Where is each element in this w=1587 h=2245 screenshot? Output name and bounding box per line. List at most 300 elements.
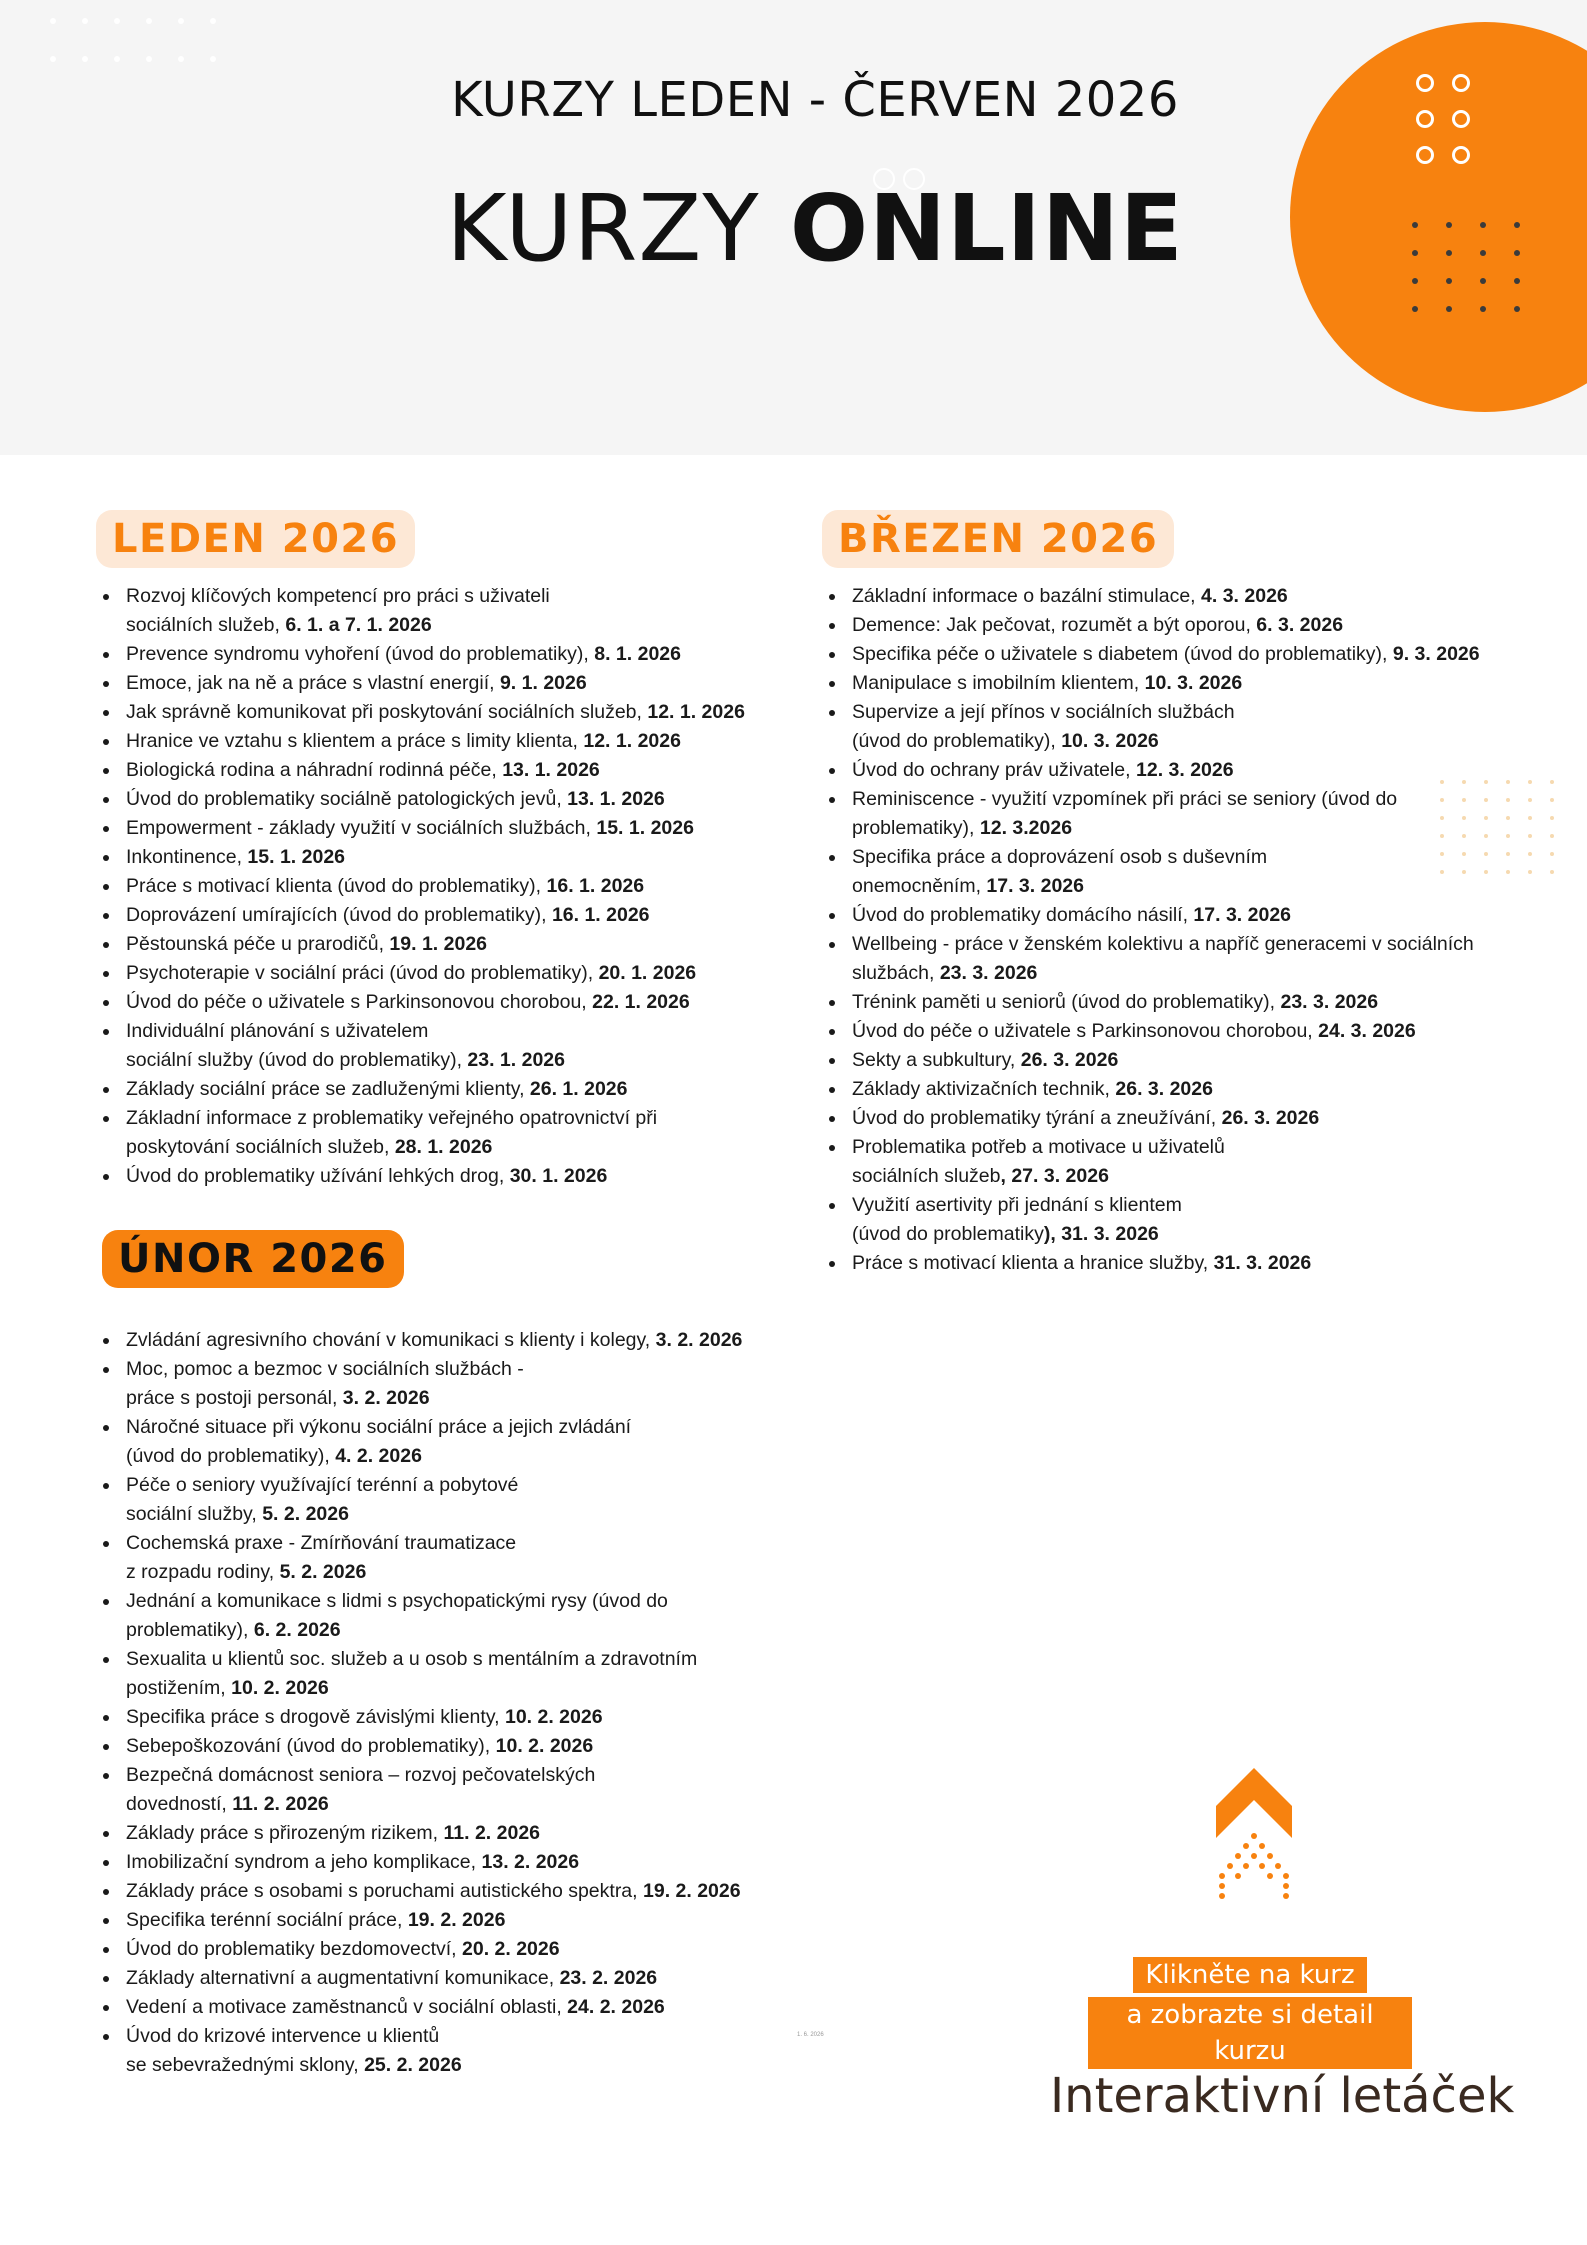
- course-title-line: [126, 1587, 802, 1616]
- month-heading-leden: LEDEN 2026: [96, 510, 415, 568]
- course-date: 6. 2. 2026: [253, 1619, 341, 1641]
- course-title-text: Specifika terénní sociální práce,: [126, 1909, 408, 1931]
- dot: [146, 56, 152, 62]
- dot: [1412, 222, 1418, 228]
- course-date: 30. 1. 2026: [509, 1165, 608, 1187]
- course-item[interactable]: [96, 1104, 796, 1162]
- course-title-text: poskytování sociálních služeb,: [126, 1136, 395, 1158]
- course-title-text: Psychoterapie v sociální práci (úvod do problematiky),: [126, 962, 599, 984]
- course-item[interactable]: [96, 1819, 802, 1848]
- course-title-line: [126, 1964, 802, 1993]
- course-item[interactable]: [96, 1529, 802, 1587]
- course-date: 6. 1. a 7. 1. 2026: [285, 614, 432, 636]
- course-date: 20. 2. 2026: [462, 1938, 560, 1960]
- course-date: 23. 3. 2026: [1280, 991, 1379, 1013]
- course-date: 12. 3.2026: [979, 817, 1073, 839]
- course-title-text: (úvod do problematiky: [852, 1223, 1044, 1245]
- dot: [1484, 798, 1488, 802]
- dot: [1462, 780, 1466, 784]
- dot: [50, 18, 56, 24]
- course-title-line: [126, 1326, 802, 1355]
- course-title-text: Wellbeing - práce v ženském kolektivu a napříč generacemi v sociálních: [852, 933, 1474, 955]
- course-item[interactable]: [822, 901, 1542, 930]
- logo-arrow-icon: [1216, 1768, 1292, 1908]
- course-title-text: Úvod do problematiky týrání a zneužívání,: [852, 1107, 1222, 1129]
- course-title-line: [852, 1162, 1542, 1191]
- course-title-text: Individuální plánování s uživatelem: [126, 1020, 429, 1042]
- course-date: 19. 2. 2026: [407, 1909, 506, 1931]
- course-title-text: Moc, pomoc a bezmoc v sociálních službách -: [126, 1358, 524, 1380]
- dot: [1462, 816, 1466, 820]
- ring-icon: [1416, 146, 1434, 164]
- dot: [114, 56, 120, 62]
- course-item[interactable]: [96, 814, 796, 843]
- course-title-text: Základní informace o bazální stimulace,: [852, 585, 1202, 607]
- course-item[interactable]: [822, 843, 1542, 901]
- course-title-text: (úvod do problematiky),: [126, 1445, 336, 1467]
- month-heading-unor: ÚNOR 2026: [102, 1230, 404, 1288]
- course-title-text: Úvod do péče o uživatele s Parkinsonovou chorobou,: [126, 991, 593, 1013]
- dot: [1462, 852, 1466, 856]
- course-date: 12. 1. 2026: [583, 730, 681, 752]
- course-item[interactable]: [96, 1471, 802, 1529]
- course-title-text: Biologická rodina a náhradní rodinná péče,: [126, 759, 503, 781]
- course-list-unor: [96, 1326, 802, 2080]
- ring-icon: [1452, 110, 1470, 128]
- dot: [1446, 222, 1452, 228]
- dot-pattern-icon: [1440, 780, 1580, 880]
- course-title-text: Úvod do problematiky domácího násilí,: [852, 904, 1194, 926]
- course-date: 5. 2. 2026: [279, 1561, 367, 1583]
- course-title-text: problematiky),: [126, 1619, 254, 1641]
- course-date: 9. 3. 2026: [1392, 643, 1480, 665]
- course-date: 8. 1. 2026: [594, 643, 681, 665]
- dot: [82, 18, 88, 24]
- course-date: ), 31. 3. 2026: [1043, 1223, 1159, 1245]
- course-title-text: Úvod do problematiky sociálně patologických jevů,: [126, 788, 568, 810]
- course-title-line: [126, 611, 796, 640]
- course-title-text: Emoce, jak na ně a práce s vlastní energií,: [126, 672, 500, 694]
- course-title-line: [852, 727, 1542, 756]
- dot: [1506, 834, 1510, 838]
- course-date: 11. 2. 2026: [443, 1822, 541, 1844]
- course-title-text: Doprovázení umírajících (úvod do problematiky),: [126, 904, 552, 926]
- page-subtitle: KURZY LEDEN - ČERVEN 2026: [451, 72, 1179, 128]
- course-date: 12. 3. 2026: [1136, 759, 1234, 781]
- course-title-line: [126, 1645, 802, 1674]
- course-item[interactable]: [96, 727, 796, 756]
- course-title-text: Reminiscence - využití vzpomínek při práci se seniory (úvod do: [852, 788, 1398, 810]
- dot-pattern-icon: [50, 18, 230, 68]
- course-title-text: Základní informace z problematiky veřejného opatrovnictví při: [126, 1107, 658, 1129]
- course-item[interactable]: [96, 843, 796, 872]
- dot: [1528, 834, 1532, 838]
- course-item[interactable]: [96, 1993, 802, 2022]
- course-item[interactable]: [822, 669, 1542, 698]
- course-item[interactable]: [96, 1645, 802, 1703]
- dot: [1506, 870, 1510, 874]
- dot: [1506, 816, 1510, 820]
- course-item[interactable]: [96, 1761, 802, 1819]
- course-title-line: [126, 930, 796, 959]
- course-item[interactable]: [96, 698, 796, 727]
- course-title-line: [126, 1500, 802, 1529]
- course-date: 15. 1. 2026: [596, 817, 694, 839]
- course-title-text: Sexualita u klientů soc. služeb a u osob s mentálním a zdravotním: [126, 1648, 698, 1670]
- dot: [1506, 780, 1510, 784]
- course-item[interactable]: [96, 959, 796, 988]
- course-item[interactable]: [822, 611, 1542, 640]
- course-list-leden: [96, 582, 796, 1191]
- course-title-line: [852, 1249, 1542, 1278]
- course-title-line: [852, 1017, 1542, 1046]
- course-title-text: Základy práce s přirozeným rizikem,: [126, 1822, 444, 1844]
- course-title-text: Vedení a motivace zaměstnanců v sociální oblasti,: [126, 1996, 568, 2018]
- course-title-text: (úvod do problematiky),: [852, 730, 1062, 752]
- course-date: 26. 3. 2026: [1115, 1078, 1213, 1100]
- column-unor: [102, 1230, 802, 2080]
- course-title-text: Trénink paměti u seniorů (úvod do problematiky),: [852, 991, 1281, 1013]
- course-title-line: [852, 582, 1542, 611]
- dot: [1506, 852, 1510, 856]
- course-item[interactable]: [96, 988, 796, 1017]
- course-title-line: [852, 785, 1542, 814]
- course-title-text: se sebevražednými sklony,: [126, 2054, 365, 2076]
- course-date: 10. 3. 2026: [1061, 730, 1159, 752]
- dot: [1446, 306, 1452, 312]
- dot: [178, 18, 184, 24]
- course-date: 26. 3. 2026: [1020, 1049, 1119, 1071]
- course-title-line: [852, 988, 1542, 1017]
- course-title-line: [126, 1046, 796, 1075]
- course-item[interactable]: [96, 1935, 802, 1964]
- course-title-line: [126, 698, 796, 727]
- course-title-text: Specifika práce a doprovázení osob s duševním: [852, 846, 1268, 868]
- course-title-line: [852, 1133, 1542, 1162]
- dot: [1550, 816, 1554, 820]
- course-title-line: [852, 698, 1542, 727]
- course-date: 10. 2. 2026: [231, 1677, 329, 1699]
- course-title-text: Základy aktivizačních technik,: [852, 1078, 1116, 1100]
- course-title-text: Cochemská praxe - Zmírňování traumatizace: [126, 1532, 517, 1554]
- course-item[interactable]: [96, 1732, 802, 1761]
- dot: [82, 56, 88, 62]
- course-date: 3. 2. 2026: [655, 1329, 743, 1351]
- course-date: 10. 2. 2026: [495, 1735, 594, 1757]
- course-date: 16. 1. 2026: [551, 904, 650, 926]
- dot: [1528, 870, 1532, 874]
- course-date: 9. 1. 2026: [499, 672, 587, 694]
- dot: [146, 18, 152, 24]
- course-title-text: Jednání a komunikace s lidmi s psychopatickými rysy (úvod do: [126, 1590, 668, 1612]
- course-list-brezen: [822, 582, 1542, 1278]
- course-title-line: [852, 1046, 1542, 1075]
- dot: [1528, 816, 1532, 820]
- course-title-text: Práce s motivací klienta (úvod do problematiky),: [126, 875, 547, 897]
- dot: [1528, 780, 1532, 784]
- dot: [1484, 834, 1488, 838]
- course-date: 26. 1. 2026: [529, 1078, 628, 1100]
- course-item[interactable]: [96, 872, 796, 901]
- course-item[interactable]: [96, 1848, 802, 1877]
- course-item[interactable]: [96, 1413, 802, 1471]
- course-title-line: [126, 1104, 796, 1133]
- dot: [1412, 306, 1418, 312]
- month-heading-brezen: BŘEZEN 2026: [822, 510, 1174, 568]
- course-title-text: sociálních služeb: [852, 1165, 1001, 1187]
- title-light: KURZY: [446, 175, 790, 282]
- course-title-text: onemocněním,: [852, 875, 987, 897]
- course-item[interactable]: [822, 1046, 1542, 1075]
- column-leden: [96, 510, 796, 1191]
- course-item[interactable]: [96, 785, 796, 814]
- course-title-text: Manipulace s imobilním klientem,: [852, 672, 1145, 694]
- course-item[interactable]: [96, 669, 796, 698]
- course-title-line: [126, 1761, 802, 1790]
- course-title-text: sociální služby (úvod do problematiky),: [126, 1049, 468, 1071]
- course-title-line: [126, 1848, 802, 1877]
- column-brezen: [822, 510, 1542, 1278]
- course-item[interactable]: [822, 1191, 1542, 1249]
- course-date: 15. 1. 2026: [247, 846, 346, 868]
- dot: [1514, 250, 1520, 256]
- course-title-text: Sebepoškozování (úvod do problematiky),: [126, 1735, 496, 1757]
- dot: [1440, 816, 1444, 820]
- dot: [1514, 278, 1520, 284]
- course-date: 23. 2. 2026: [559, 1967, 658, 1989]
- course-title-text: službách,: [852, 962, 940, 984]
- ring-icon: [1416, 74, 1434, 92]
- ring-icon: [1416, 110, 1434, 128]
- course-date: 12. 1. 2026: [647, 701, 745, 723]
- course-title-line: [852, 872, 1542, 901]
- course-item[interactable]: [822, 1104, 1542, 1133]
- course-title-line: [852, 843, 1542, 872]
- course-title-text: problematiky),: [852, 817, 980, 839]
- course-title-line: [852, 611, 1542, 640]
- course-date: 20. 1. 2026: [598, 962, 697, 984]
- course-item[interactable]: [96, 1326, 802, 1355]
- course-title-text: z rozpadu rodiny,: [126, 1561, 280, 1583]
- dot: [1550, 780, 1554, 784]
- course-item[interactable]: [822, 582, 1542, 611]
- course-item[interactable]: [96, 1906, 802, 1935]
- course-title-text: Zvládání agresivního chování v komunikaci s klienty i kolegy,: [126, 1329, 656, 1351]
- course-item[interactable]: [96, 582, 796, 640]
- course-title-text: Základy alternativní a augmentativní komunikace,: [126, 1967, 560, 1989]
- course-item[interactable]: [822, 698, 1542, 756]
- course-title-line: [126, 2051, 802, 2080]
- dot: [1484, 780, 1488, 784]
- course-date: 22. 1. 2026: [592, 991, 690, 1013]
- dot: [1412, 250, 1418, 256]
- dot: [1440, 852, 1444, 856]
- course-item[interactable]: [96, 1162, 796, 1191]
- course-title-text: Sekty a subkultury,: [852, 1049, 1021, 1071]
- ring-icon: [1452, 146, 1470, 164]
- dot: [1528, 852, 1532, 856]
- course-title-text: sociální služby,: [126, 1503, 263, 1525]
- dot: [1440, 780, 1444, 784]
- dot: [210, 18, 216, 24]
- course-date: 4. 2. 2026: [335, 1445, 422, 1467]
- course-title-line: [852, 901, 1542, 930]
- course-title-line: [852, 669, 1542, 698]
- course-date: 19. 1. 2026: [389, 933, 488, 955]
- course-item[interactable]: [822, 1133, 1542, 1191]
- header-banner: [0, 0, 1587, 455]
- course-item[interactable]: [96, 1703, 802, 1732]
- course-title-line: [126, 1442, 802, 1471]
- course-date: 10. 2. 2026: [504, 1706, 603, 1728]
- course-title-line: [126, 1790, 802, 1819]
- course-date: 3. 2. 2026: [342, 1387, 430, 1409]
- course-title-text: Prevence syndromu vyhoření (úvod do problematiky),: [126, 643, 595, 665]
- course-item[interactable]: [822, 756, 1542, 785]
- course-title-line: [126, 1906, 802, 1935]
- course-title-text: Pěstounská péče u prarodičů,: [126, 933, 390, 955]
- dot: [114, 18, 120, 24]
- course-title-text: Hranice ve vztahu s klientem a práce s limity klienta,: [126, 730, 584, 752]
- course-title-text: Úvod do problematiky užívání lehkých drog,: [126, 1165, 510, 1187]
- course-title-line: [126, 959, 796, 988]
- course-title-text: sociálních služeb,: [126, 614, 286, 636]
- course-date: 28. 1. 2026: [394, 1136, 493, 1158]
- course-date: 19. 2. 2026: [643, 1880, 741, 1902]
- course-title-text: Rozvoj klíčových kompetencí pro práci s uživateli: [126, 585, 550, 607]
- course-title-line: [126, 1935, 802, 1964]
- course-title-line: [126, 1133, 796, 1162]
- course-item[interactable]: [96, 1877, 802, 1906]
- course-title-line: [126, 843, 796, 872]
- course-title-line: [126, 1732, 802, 1761]
- course-title-text: Supervize a její přínos v sociálních službách: [852, 701, 1235, 723]
- course-title-line: [126, 1993, 802, 2022]
- course-title-line: [126, 1471, 802, 1500]
- course-item[interactable]: [96, 1587, 802, 1645]
- dot: [1550, 834, 1554, 838]
- dot: [1462, 834, 1466, 838]
- dot: [50, 56, 56, 62]
- course-title-line: [852, 1104, 1542, 1133]
- course-title-text: Základy sociální práce se zadluženými klienty,: [126, 1078, 530, 1100]
- course-title-text: Základy práce s osobami s poruchami autistického spektra,: [126, 1880, 643, 1902]
- course-item[interactable]: [96, 756, 796, 785]
- dot: [210, 56, 216, 62]
- course-date: 6. 3. 2026: [1256, 614, 1344, 636]
- course-title-line: [852, 1075, 1542, 1104]
- dot: [1484, 870, 1488, 874]
- course-title-line: [126, 1384, 802, 1413]
- course-date: 13. 2. 2026: [481, 1851, 580, 1873]
- cta-line-2: a zobrazte si detail kurzu: [1088, 1997, 1412, 2069]
- course-title-line: [852, 756, 1542, 785]
- course-item[interactable]: [96, 930, 796, 959]
- dot: [1484, 816, 1488, 820]
- course-item[interactable]: [822, 785, 1542, 843]
- interactive-label: Interaktivní letáček: [1050, 2068, 1515, 2124]
- dot: [1440, 798, 1444, 802]
- course-date: 24. 2. 2026: [567, 1996, 665, 2018]
- course-date: 23. 3. 2026: [939, 962, 1038, 984]
- dot: [1440, 870, 1444, 874]
- dot: [1550, 852, 1554, 856]
- dot: [1446, 250, 1452, 256]
- course-title-text: Využití asertivity při jednání s klientem: [852, 1194, 1182, 1216]
- dot: [1480, 222, 1486, 228]
- course-title-line: [126, 1529, 802, 1558]
- course-title-line: [126, 756, 796, 785]
- course-title-text: Úvod do problematiky bezdomovectví,: [126, 1938, 462, 1960]
- cta-box[interactable]: [1088, 1955, 1412, 2071]
- course-title-line: [126, 1075, 796, 1104]
- course-item[interactable]: [96, 901, 796, 930]
- tiny-note: 1. 6. 2026: [797, 2032, 824, 2038]
- course-title-line: [852, 1220, 1542, 1249]
- dot: [1550, 870, 1554, 874]
- course-date: 10. 3. 2026: [1144, 672, 1243, 694]
- course-item[interactable]: [96, 640, 796, 669]
- dot: [1528, 798, 1532, 802]
- course-title-line: [126, 1616, 802, 1645]
- course-item[interactable]: [822, 1075, 1542, 1104]
- course-title-text: Náročné situace při výkonu sociální práce a jejich zvládání: [126, 1416, 632, 1438]
- course-item[interactable]: [822, 1249, 1542, 1278]
- course-title-text: Úvod do krizové intervence u klientů: [126, 2025, 440, 2047]
- course-date: 23. 1. 2026: [467, 1049, 565, 1071]
- course-title-line: [126, 785, 796, 814]
- course-title-text: Úvod do péče o uživatele s Parkinsonovou chorobou,: [852, 1020, 1319, 1042]
- course-title-line: [126, 814, 796, 843]
- dot: [1462, 798, 1466, 802]
- course-item[interactable]: [822, 1017, 1542, 1046]
- course-item[interactable]: [96, 1355, 802, 1413]
- course-title-line: [126, 1558, 802, 1587]
- course-date: 16. 1. 2026: [546, 875, 645, 897]
- course-item[interactable]: [822, 988, 1542, 1017]
- dot: [1480, 306, 1486, 312]
- course-date: 17. 3. 2026: [986, 875, 1084, 897]
- dot: [1446, 278, 1452, 284]
- dot: [1514, 222, 1520, 228]
- course-title-text: Specifika péče o uživatele s diabetem (úvod do problematiky),: [852, 643, 1393, 665]
- course-title-line: [126, 727, 796, 756]
- course-title-line: [852, 1191, 1542, 1220]
- course-date: 11. 2. 2026: [232, 1793, 329, 1815]
- course-title-text: Jak správně komunikovat při poskytování sociálních služeb,: [126, 701, 648, 723]
- dot: [1480, 278, 1486, 284]
- course-item[interactable]: [822, 930, 1542, 988]
- cta-line-1: Klikněte na kurz: [1133, 1957, 1366, 1993]
- course-item[interactable]: [96, 2022, 802, 2080]
- course-title-line: [126, 1017, 796, 1046]
- dot: [1462, 870, 1466, 874]
- dot: [1550, 798, 1554, 802]
- course-title-text: Empowerment - základy využití v sociálních službách,: [126, 817, 597, 839]
- course-date: 13. 1. 2026: [502, 759, 600, 781]
- course-item[interactable]: [822, 640, 1542, 669]
- course-title-line: [852, 640, 1542, 669]
- course-title-line: [126, 1355, 802, 1384]
- course-date: 31. 3. 2026: [1213, 1252, 1312, 1274]
- course-item[interactable]: [96, 1017, 796, 1075]
- course-date: 5. 2. 2026: [262, 1503, 349, 1525]
- course-title-text: Práce s motivací klienta a hranice služby,: [852, 1252, 1214, 1274]
- course-item[interactable]: [96, 1964, 802, 1993]
- course-date: 24. 3. 2026: [1318, 1020, 1416, 1042]
- course-title-line: [852, 930, 1542, 959]
- course-item[interactable]: [96, 1075, 796, 1104]
